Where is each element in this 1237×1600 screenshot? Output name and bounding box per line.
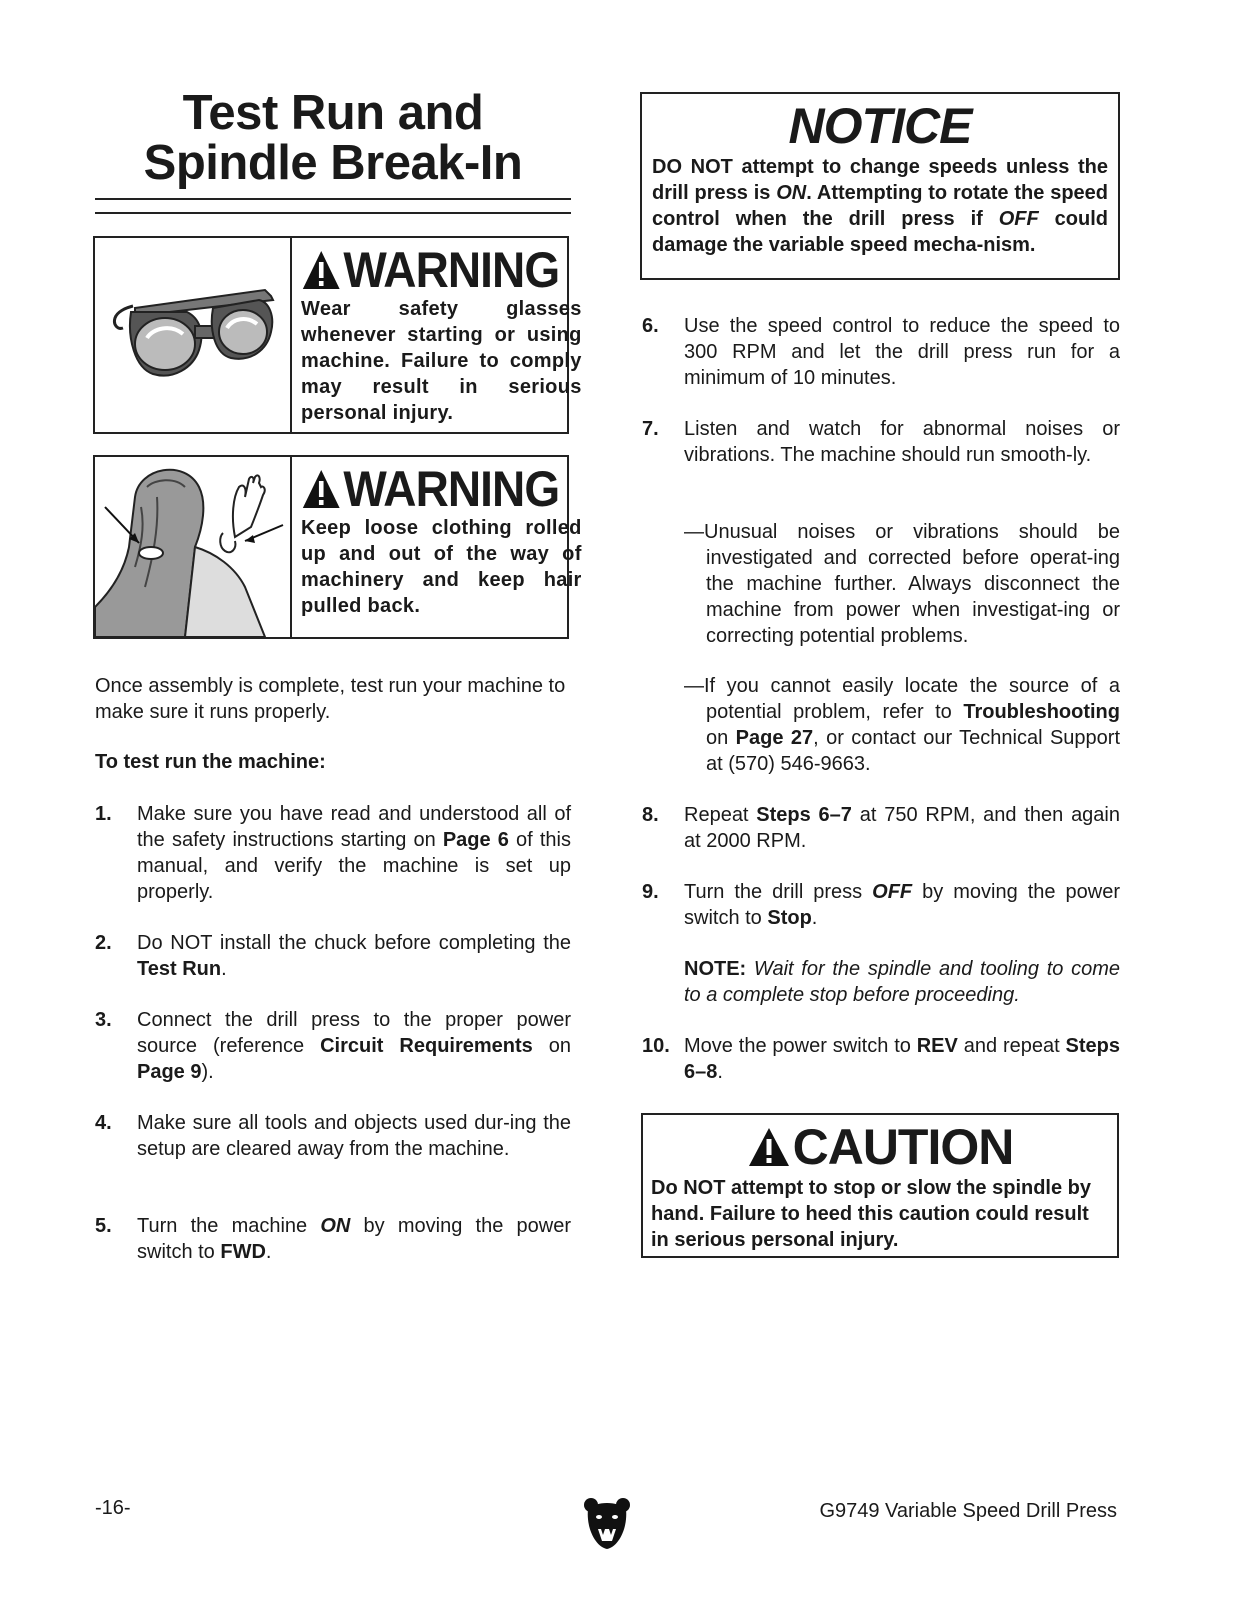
dash-paragraph-unusual-noises: —Unusual noises or vibrations should be investigated and corrected before operat-ing the machine further. Always disconnect the machine from power when investigat-ing or correcting potential problems. bbox=[684, 521, 1120, 647]
warning-text: Keep loose clothing rolled up and out of the way of machinery and keep hair pulled back. bbox=[301, 517, 582, 617]
notice-box bbox=[640, 92, 1120, 280]
step-9: 9. Turn the drill press OFF by moving the power switch to Stop. bbox=[642, 881, 1120, 929]
title-line-1: Test Run and bbox=[182, 86, 484, 140]
title-line-2: Spindle Break-In bbox=[143, 136, 523, 190]
model-name: G9749 Variable Speed Drill Press bbox=[819, 1500, 1117, 1522]
safety-glasses-icon bbox=[95, 238, 292, 432]
notice-text: DO NOT attempt to change speeds unless the drill press is ON. Attempting to rotate the speed control when the drill press if OFF could damage the variable speed mecha-nism. bbox=[652, 156, 1109, 256]
step-2: 2. Do NOT install the chuck before completing the Test Run. bbox=[95, 932, 571, 980]
step-4: 4. Make sure all tools and objects used dur-ing the setup are cleared away from the machine. bbox=[95, 1112, 571, 1160]
bear-logo-icon bbox=[582, 1495, 632, 1550]
intro-paragraph: Once assembly is complete, test run your machine to make sure it runs properly. bbox=[95, 675, 566, 723]
step-10: 10. Move the power switch to REV and repeat Steps 6–8. bbox=[642, 1035, 1120, 1083]
warning-header: WARNING bbox=[301, 463, 559, 515]
step-1: 1. Make sure you have read and understood all of the safety instructions starting on Page 6 of this manual, and verify the machine is set up properly. bbox=[95, 803, 572, 903]
title-rule-bottom bbox=[95, 212, 571, 214]
caution-text: Do NOT attempt to stop or slow the spindle by hand. Failure to heed this caution could result in serious personal injury. bbox=[651, 1177, 1092, 1251]
caution-triangle-icon bbox=[747, 1125, 791, 1169]
step-5: 5. Turn the machine ON by moving the power switch to FWD. bbox=[95, 1215, 571, 1263]
warning-text: Wear safety glasses whenever starting or using machine. Failure to comply may result in serious personal injury. bbox=[301, 298, 582, 424]
procedure-heading: To test run the machine: bbox=[95, 751, 326, 773]
dash-paragraph-troubleshooting: —If you cannot easily locate the source of a potential problem, refer to Troubleshooting on Page 27, or contact our Technical Support at (570) 546-9663. bbox=[684, 675, 1121, 775]
warning-box-loose-clothing bbox=[93, 455, 582, 639]
step-8: 8. Repeat Steps 6–7 at 750 RPM, and then again at 2000 RPM. bbox=[642, 804, 1120, 852]
page-number: -16- bbox=[95, 1497, 131, 1519]
title-rule-top bbox=[95, 198, 571, 200]
step-7: 7. Listen and watch for abnormal noises or vibrations. The machine should run smooth-ly. bbox=[642, 418, 1120, 466]
warning-header: WARNING bbox=[301, 244, 559, 296]
warning-triangle-icon bbox=[301, 467, 341, 511]
page-title bbox=[95, 88, 571, 188]
long-hair-person-icon bbox=[95, 457, 292, 637]
note-paragraph: NOTE: Wait for the spindle and tooling to come to a complete stop before proceeding. bbox=[684, 958, 1120, 1006]
caution-header: CAUTION bbox=[651, 1119, 1109, 1175]
step-3: 3. Connect the drill press to the proper power source (reference Circuit Requirements on Page 9). bbox=[95, 1009, 571, 1083]
caution-box bbox=[641, 1113, 1119, 1258]
warning-box-safety-glasses bbox=[93, 236, 582, 434]
notice-header: NOTICE bbox=[788, 98, 972, 154]
warning-triangle-icon bbox=[301, 248, 341, 292]
step-6: 6. Use the speed control to reduce the speed to 300 RPM and let the drill press run for a minimum of 10 minutes. bbox=[642, 315, 1120, 389]
